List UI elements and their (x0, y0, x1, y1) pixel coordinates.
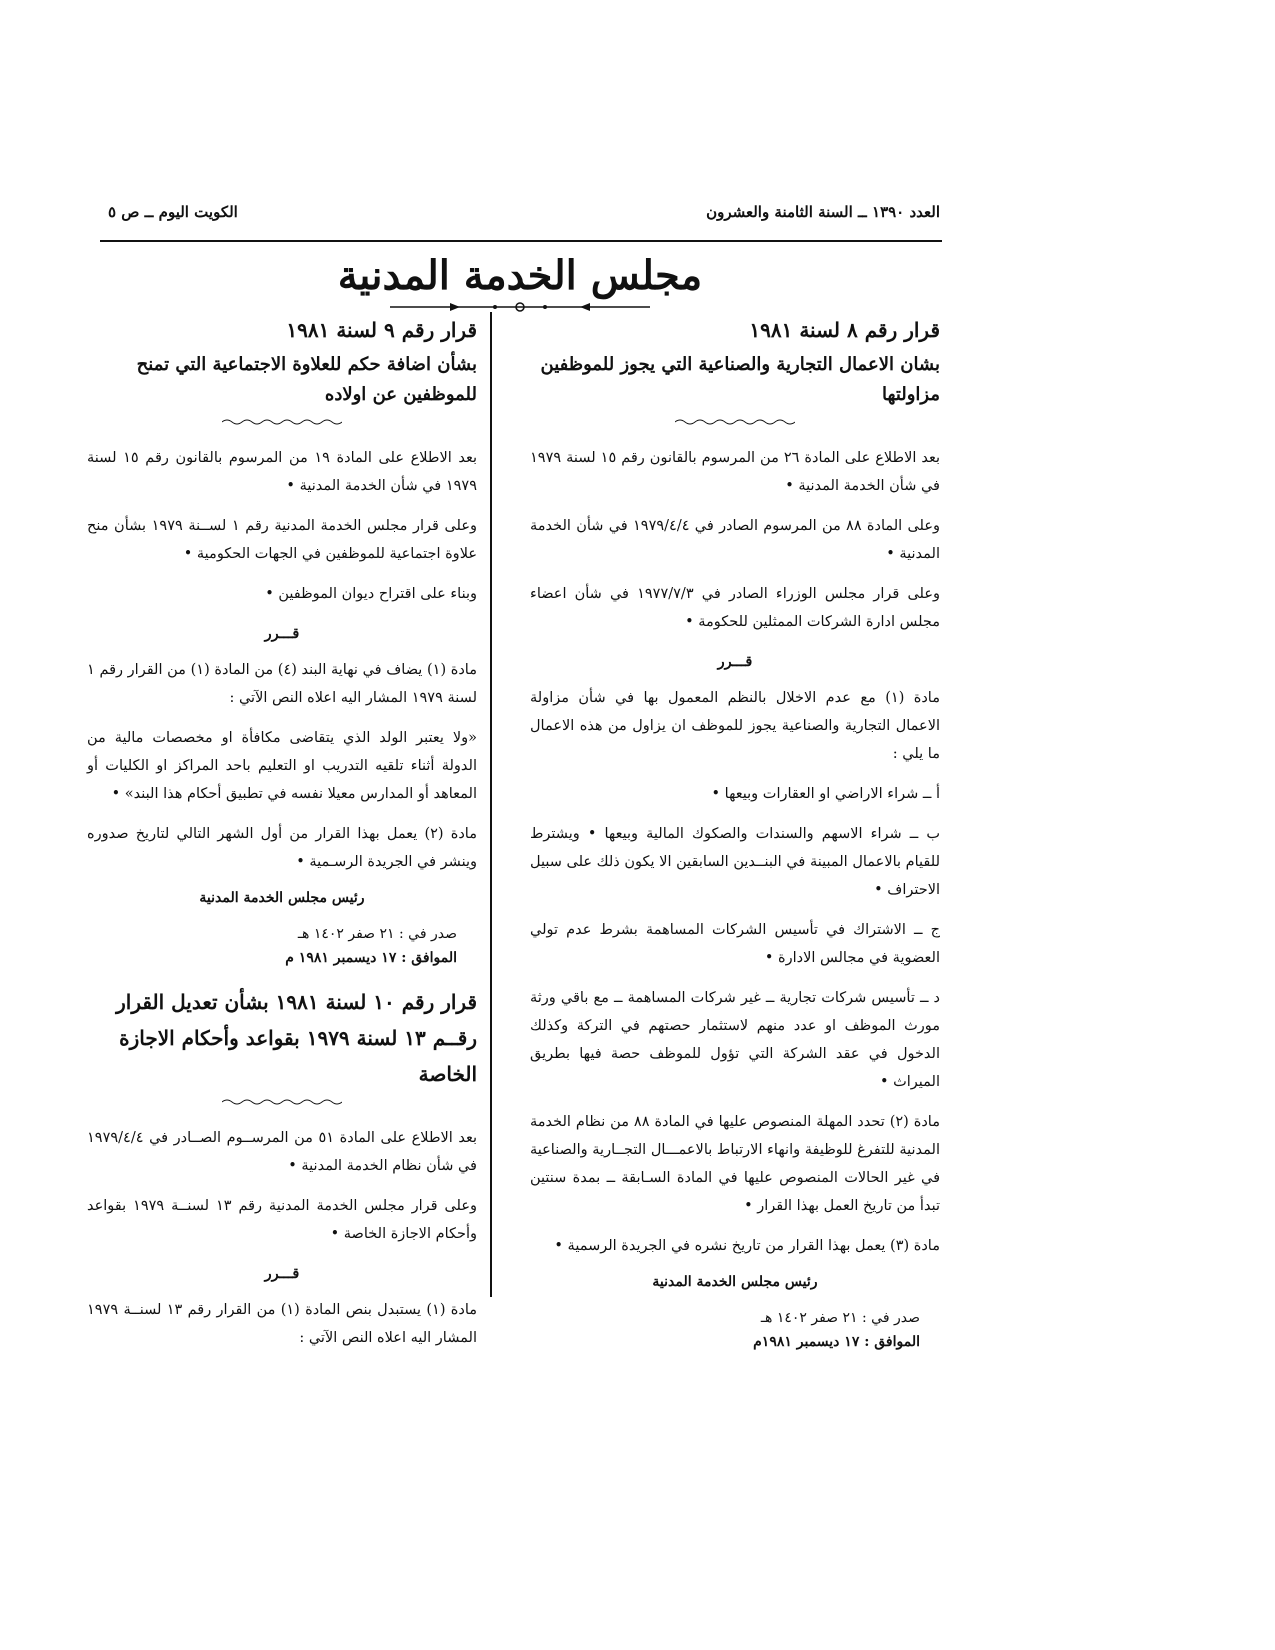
decision-9 (87, 318, 477, 1364)
decision-8-item-b: ب ــ شراء الاسهم والسندات والصكوك المالية وبيعها • ويشترط للقيام بالاعمال المبينة في البنــدين السابقين الا يكون ذلك على سبيل الاحتراف • (530, 826, 940, 898)
decision-8-gregorian-date-text: الموافق : ١٧ ديسمبر ١٩٨١م (753, 1334, 920, 1350)
wavy-rule (222, 418, 342, 426)
decision-9-title: قرار رقم ٩ لسنة ١٩٨١ (286, 318, 477, 342)
decision-8-item-d: د ــ تأسيس شركات تجارية ــ غير شركات المساهمة ــ مع باقي ورثة مورث الموظف او عدد منهم لاستثمار حصتهم في التركة وكذلك الدخول في عقد الشركة التي تؤول للموظف حصة فيها بطريق الميراث • (530, 990, 940, 1090)
decision-9-gregorian-date (87, 946, 477, 970)
wavy-rule (675, 418, 795, 426)
decision-9-gregorian-date-text: الموافق : ١٧ ديسمبر ١٩٨١ م (285, 950, 457, 966)
decision-10-preamble-1: بعد الاطلاع على المادة ٥١ من المرســوم الصــادر في ١٩٧٩/٤/٤ في شأن نظام الخدمة المدنية • (87, 1130, 477, 1174)
decision-8-item-c: ج ــ الاشتراك في تأسيس الشركات المساهمة بشرط عدم تولي العضوية في مجالس الادارة • (530, 922, 940, 966)
column-divider (490, 312, 492, 1297)
page-header (108, 203, 940, 229)
issue-number: العدد ١٣٩٠ ــ السنة الثامنة والعشرون (706, 203, 940, 221)
wavy-rule (222, 1098, 342, 1106)
decision-10 (87, 984, 477, 1352)
decision-8-subject: بشان الاعمال التجارية والصناعية التي يجوز للموظفين مزاولتها (540, 354, 940, 405)
decision-8-gregorian-date (530, 1330, 940, 1354)
decision-10-title: قرار رقم ١٠ لسنة ١٩٨١ بشأن تعديل القرار رقــم ١٣ لسنة ١٩٧٩ بقواعد وأحكام الاجازة الخاصة (116, 990, 477, 1086)
decision-9-signature: رئيس مجلس الخدمة المدنية (199, 890, 365, 906)
decision-10-preamble-2: وعلى قرار مجلس الخدمة المدنية رقم ١٣ لسنــة ١٩٧٩ بقواعد وأحكام الاجازة الخاصة • (87, 1198, 477, 1242)
spacer (87, 970, 477, 984)
decision-8-article-2: مادة (٢) تحدد المهلة المنصوص عليها في المادة ٨٨ من نظام الخدمة المدنية للتفرغ للوظيفة وانهاء الارتباط بالاعمـــال التجــارية والصناعية في غير الحالات المنصوص عليها في المادة السـابقة ــ بمدة سنتين تبدأ من تاريخ العمل بهذا القرار • (530, 1114, 940, 1214)
decision-8-item-a: أ ــ شراء الاراضي او العقارات وبيعها • (711, 786, 940, 802)
ornament-divider (390, 300, 650, 314)
decision-8-preamble-1: بعد الاطلاع على المادة ٢٦ من المرسوم بالقانون رقم ١٥ لسنة ١٩٧٩ في شأن الخدمة المدنية • (530, 450, 940, 494)
decision-9-decided: قـــرر (264, 625, 300, 642)
decision-9-quote: «ولا يعتبر الولد الذي يتقاضى مكافأة او مخصصات مالية من الدولة أثناء تلقيه التدريب او التعليم باحد المراكز او الكليات أو المعاهد أو المدارس معيلا نفسه في تطبيق أحكام هذا البند» • (87, 730, 477, 802)
decision-8 (530, 318, 940, 1354)
decision-8-title: قرار رقم ٨ لسنة ١٩٨١ (749, 318, 940, 342)
header-rule (100, 240, 942, 242)
decision-8-preamble-3: وعلى قرار مجلس الوزراء الصادر في ١٩٧٧/٧/٣ في شأن اعضاء مجلس ادارة الشركات الممثلين للحكومة • (530, 586, 940, 630)
decision-8-article-1: مادة (١) مع عدم الاخلال بالنظم المعمول بها في شأن مزاولة الاعمال التجارية والصناعية يجوز للموظف ان يزاول من هذه الاعمال ما يلي : (530, 690, 940, 762)
decision-8-article-3: مادة (٣) يعمل بهذا القرار من تاريخ نشره في الجريدة الرسمية • (554, 1238, 940, 1254)
decision-8-signature: رئيس مجلس الخدمة المدنية (652, 1274, 818, 1290)
decision-9-preamble-2: وعلى قرار مجلس الخدمة المدنية رقم ١ لســنة ١٩٧٩ بشأن منح علاوة اجتماعية للموظفين في الجهات الحكومية • (87, 518, 477, 562)
decision-10-decided: قـــرر (264, 1265, 300, 1282)
decision-9-issued-date: صدر في : ٢١ صفر ١٤٠٢ هـ (297, 926, 457, 942)
decision-9-article-2: مادة (٢) يعمل بهذا القرار من أول الشهر التالي لتاريخ صدوره وينشر في الجريدة الرسـمية • (87, 826, 477, 870)
page-number: الكويت اليوم ــ ص ٥ (108, 203, 238, 221)
decision-8-preamble-2: وعلى المادة ٨٨ من المرسوم الصادر في ١٩٧٩/٤/٤ في شأن الخدمة المدنية • (530, 518, 941, 562)
decision-9-article-1: مادة (١) يضاف في نهاية البند (٤) من المادة (١) من القرار رقم ١ لسنة ١٩٧٩ المشار اليه اعلاه النص الآتي : (87, 662, 477, 706)
decision-8-issued-date: صدر في : ٢١ صفر ١٤٠٢ هـ (760, 1310, 920, 1326)
decision-8-decided: قـــرر (717, 653, 753, 670)
decision-9-preamble-3: وبناء على اقتراح ديوان الموظفين • (265, 586, 477, 602)
decision-9-preamble-1: بعد الاطلاع على المادة ١٩ من المرسوم بالقانون رقم ١٥ لسنة ١٩٧٩ في شأن الخدمة المدنية • (87, 450, 477, 494)
decision-10-article-1: مادة (١) يستبدل بنص المادة (١) من القرار رقم ١٣ لسنــة ١٩٧٩ المشار اليه اعلاه النص الآتي : (87, 1302, 478, 1346)
decision-9-subject: بشأن اضافة حكم للعلاوة الاجتماعية التي تمنح للموظفين عن اولاده (136, 354, 477, 405)
masthead-title: مجلس الخدمة المدنية (337, 252, 703, 299)
